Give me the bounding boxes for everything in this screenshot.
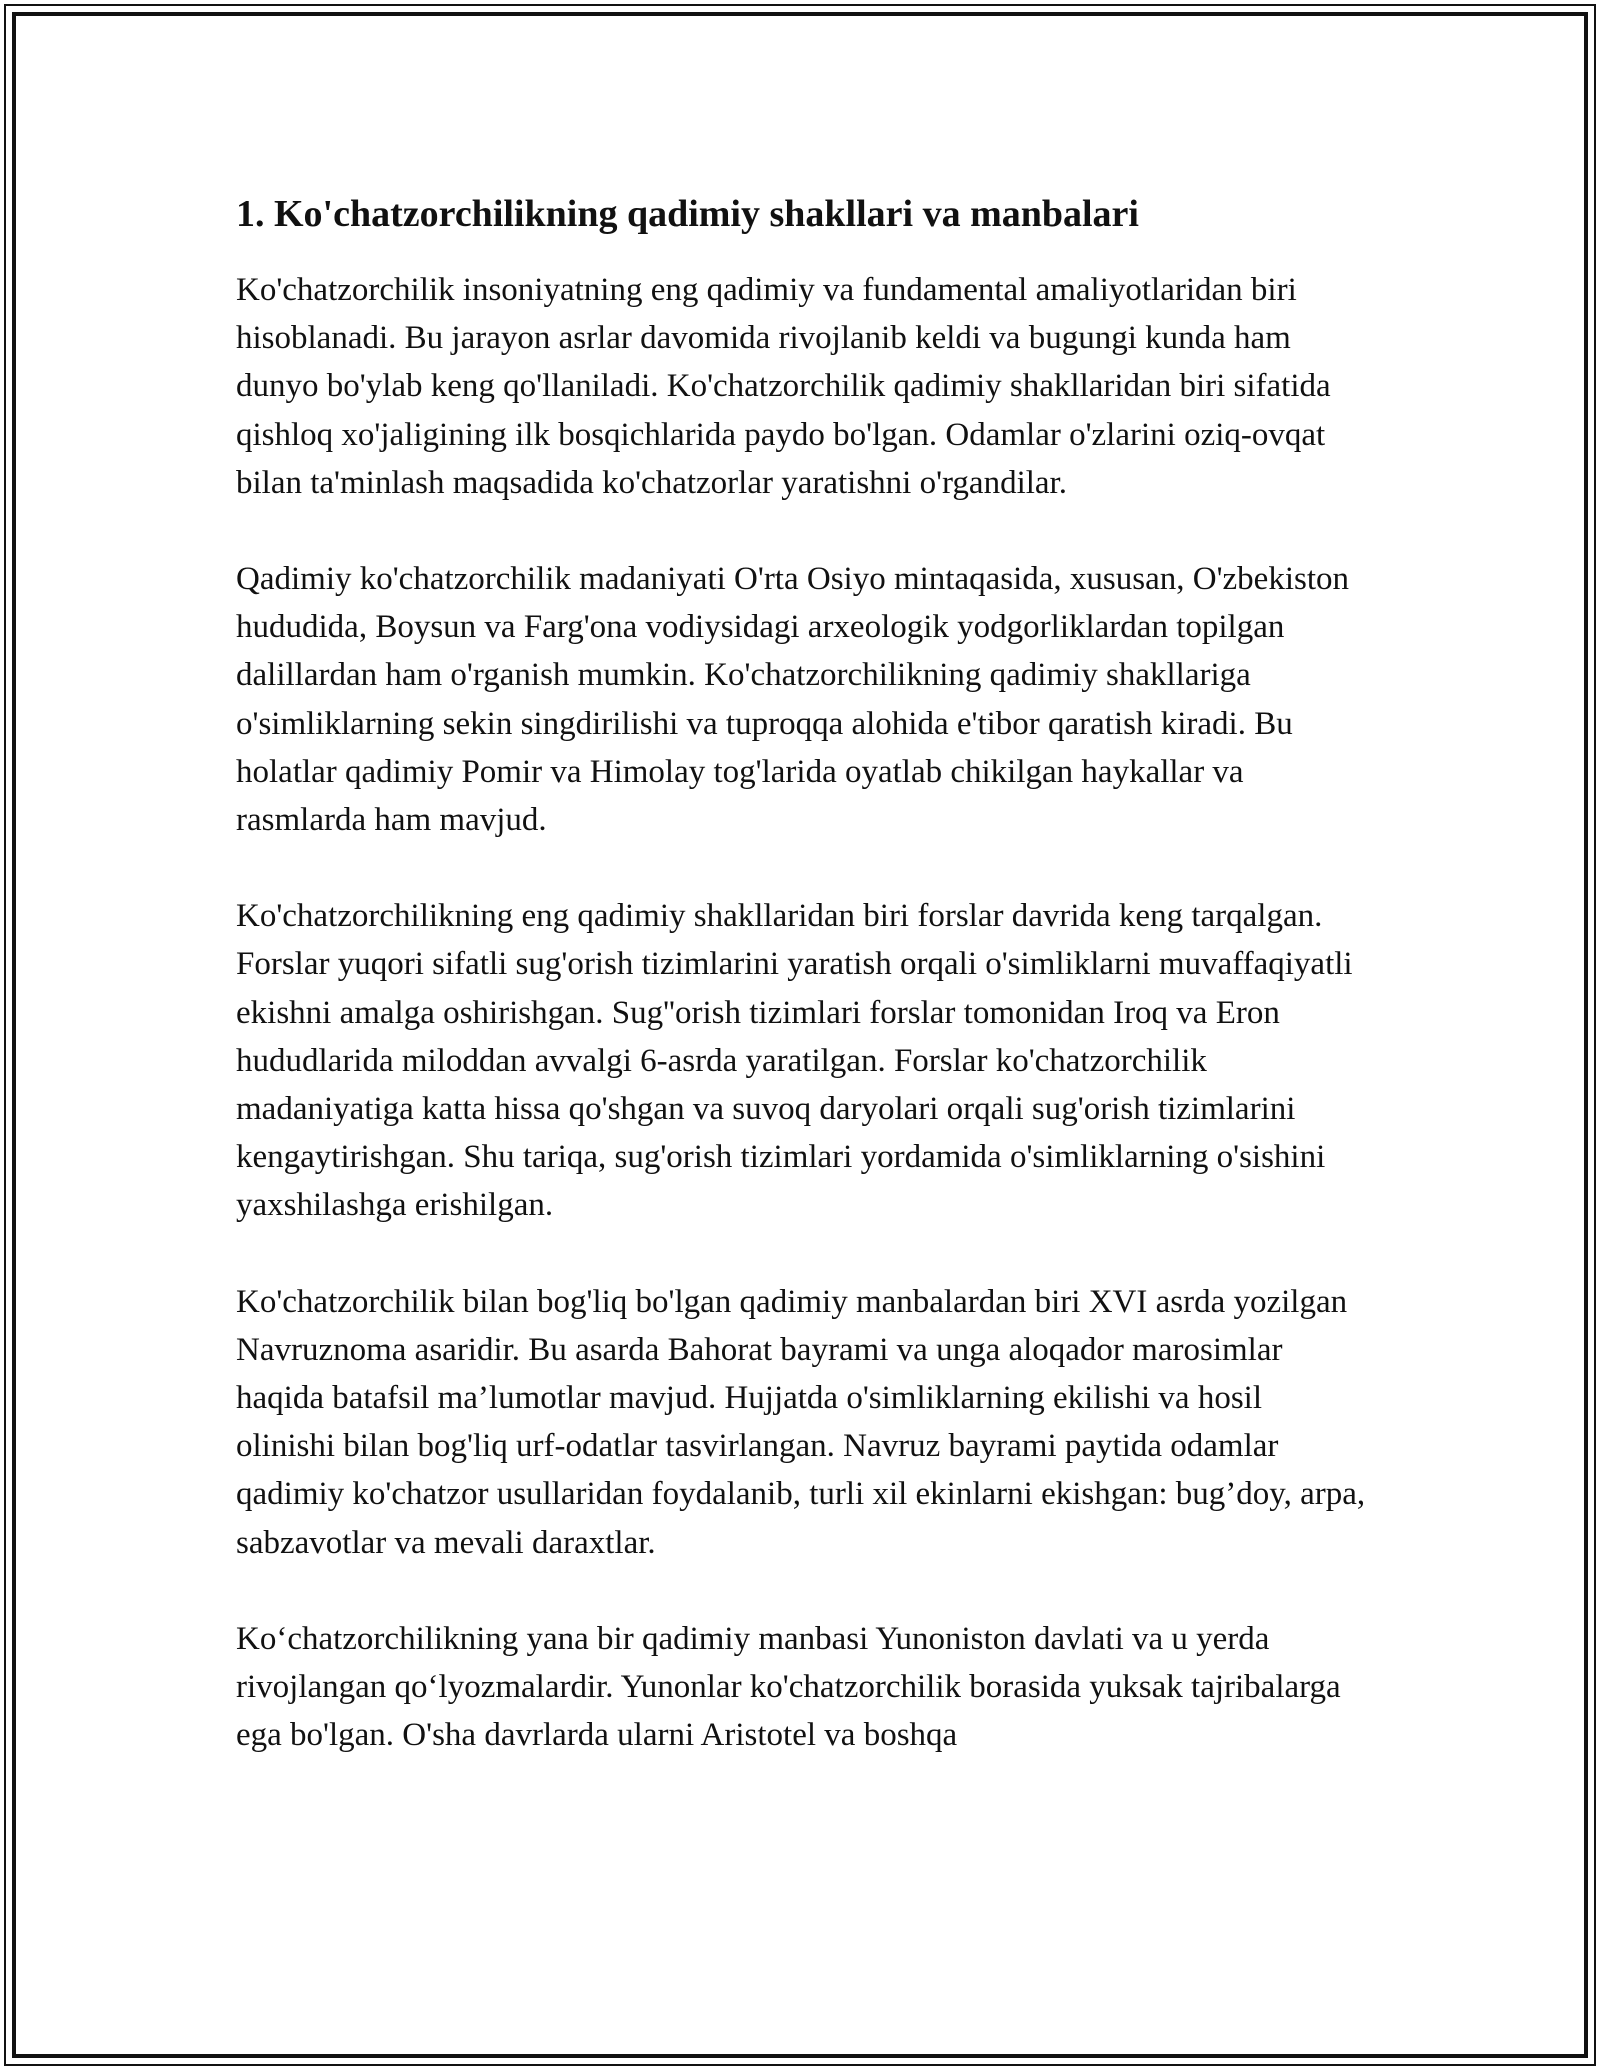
paragraph-1: Ko'chatzorchilik insoniyatning eng qadimiy va fundamental amaliyotlaridan biri hisoblanadi. Bu jarayon asrlar davomida rivojlanib keldi va bugungi kunda ham dunyo bo'ylab keng qo'llaniladi. Ko'chatzorchilik qadimiy shakllaridan biri sifatida qishloq xo'jaligining ilk bosqichlarida paydo bo'lgan. Odamlar o'zlarini oziq-ovqat bilan ta'minlash maqsadida ko'chatzorlar yaratishni o'rgandilar.	[236, 272, 1331, 501]
paragraph-4: Ko'chatzorchilik bilan bog'liq bo'lgan qadimiy manbalardan biri XVI asrda yozilgan Navruznoma asaridir. Bu asarda Bahorat bayrami va unga aloqador marosimlar haqida batafsil ma’lumotlar mavjud. Hujjatda o'simliklarning ekilishi va hosil olinishi bilan bog'liq urf-odatlar tasvirlangan. Navruz bayrami paytida odamlar qadimiy ko'chatzor usullaridan foydalanib, turli xil ekinlarni ekishgan: bug’doy, arpa, sabzavotlar va mevali daraxtlar.	[236, 1283, 1366, 1561]
paragraph-2: Qadimiy ko'chatzorchilik madaniyati O'rta Osiyo mintaqasida, xususan, O'zbekiston hududida, Boysun va Farg'ona vodiysidagi arxeologik yodgorliklardan topilgan dalillardan ham o'rganish mumkin. Ko'chatzorchilikning qadimiy shakllariga o'simliklarning sekin singdirilishi va tuproqqa alohida e'tibor qaratish kiradi. Bu holatlar qadimiy Pomir va Himolay tog'larida oyatlab chikilgan haykallar va rasmlarda ham mavjud.	[236, 561, 1350, 839]
paragraph-3: Ko'chatzorchilikning eng qadimiy shakllaridan biri forslar davrida keng tarqalgan. Forslar yuqori sifatli sug'orish tizimlarini yaratish orqali o'simliklarni muvaffaqiyatli ekishni amalga oshirishgan. Sug''orish tizimlari forslar tomonidan Iroq va Eron hududlarida miloddan avvalgi 6-asrda yaratilgan. Forslar ko'chatzorchilik madaniyatiga katta hissa qo'shgan va suvoq daryolari orqali sug'orish tizimlarini kengaytirishgan. Shu tariqa, sug'orish tizimlari yordamida o'simliklarning o'sishini yaxshilashga erishilgan.	[236, 898, 1353, 1224]
document-body	[236, 184, 1366, 1759]
section-heading: 1. Ko'chatzorchilikning qadimiy shakllari va manbalari	[236, 193, 1139, 235]
paragraph-5: Ko‘chatzorchilikning yana bir qadimiy manbasi Yunoniston davlati va u yerda rivojlangan qo‘lyozmalardir. Yunonlar ko'chatzorchilik borasida yuksak tajribalarga ega bo'lgan. O'sha davrlarda ularni Aristotel va boshqa	[236, 1620, 1341, 1754]
